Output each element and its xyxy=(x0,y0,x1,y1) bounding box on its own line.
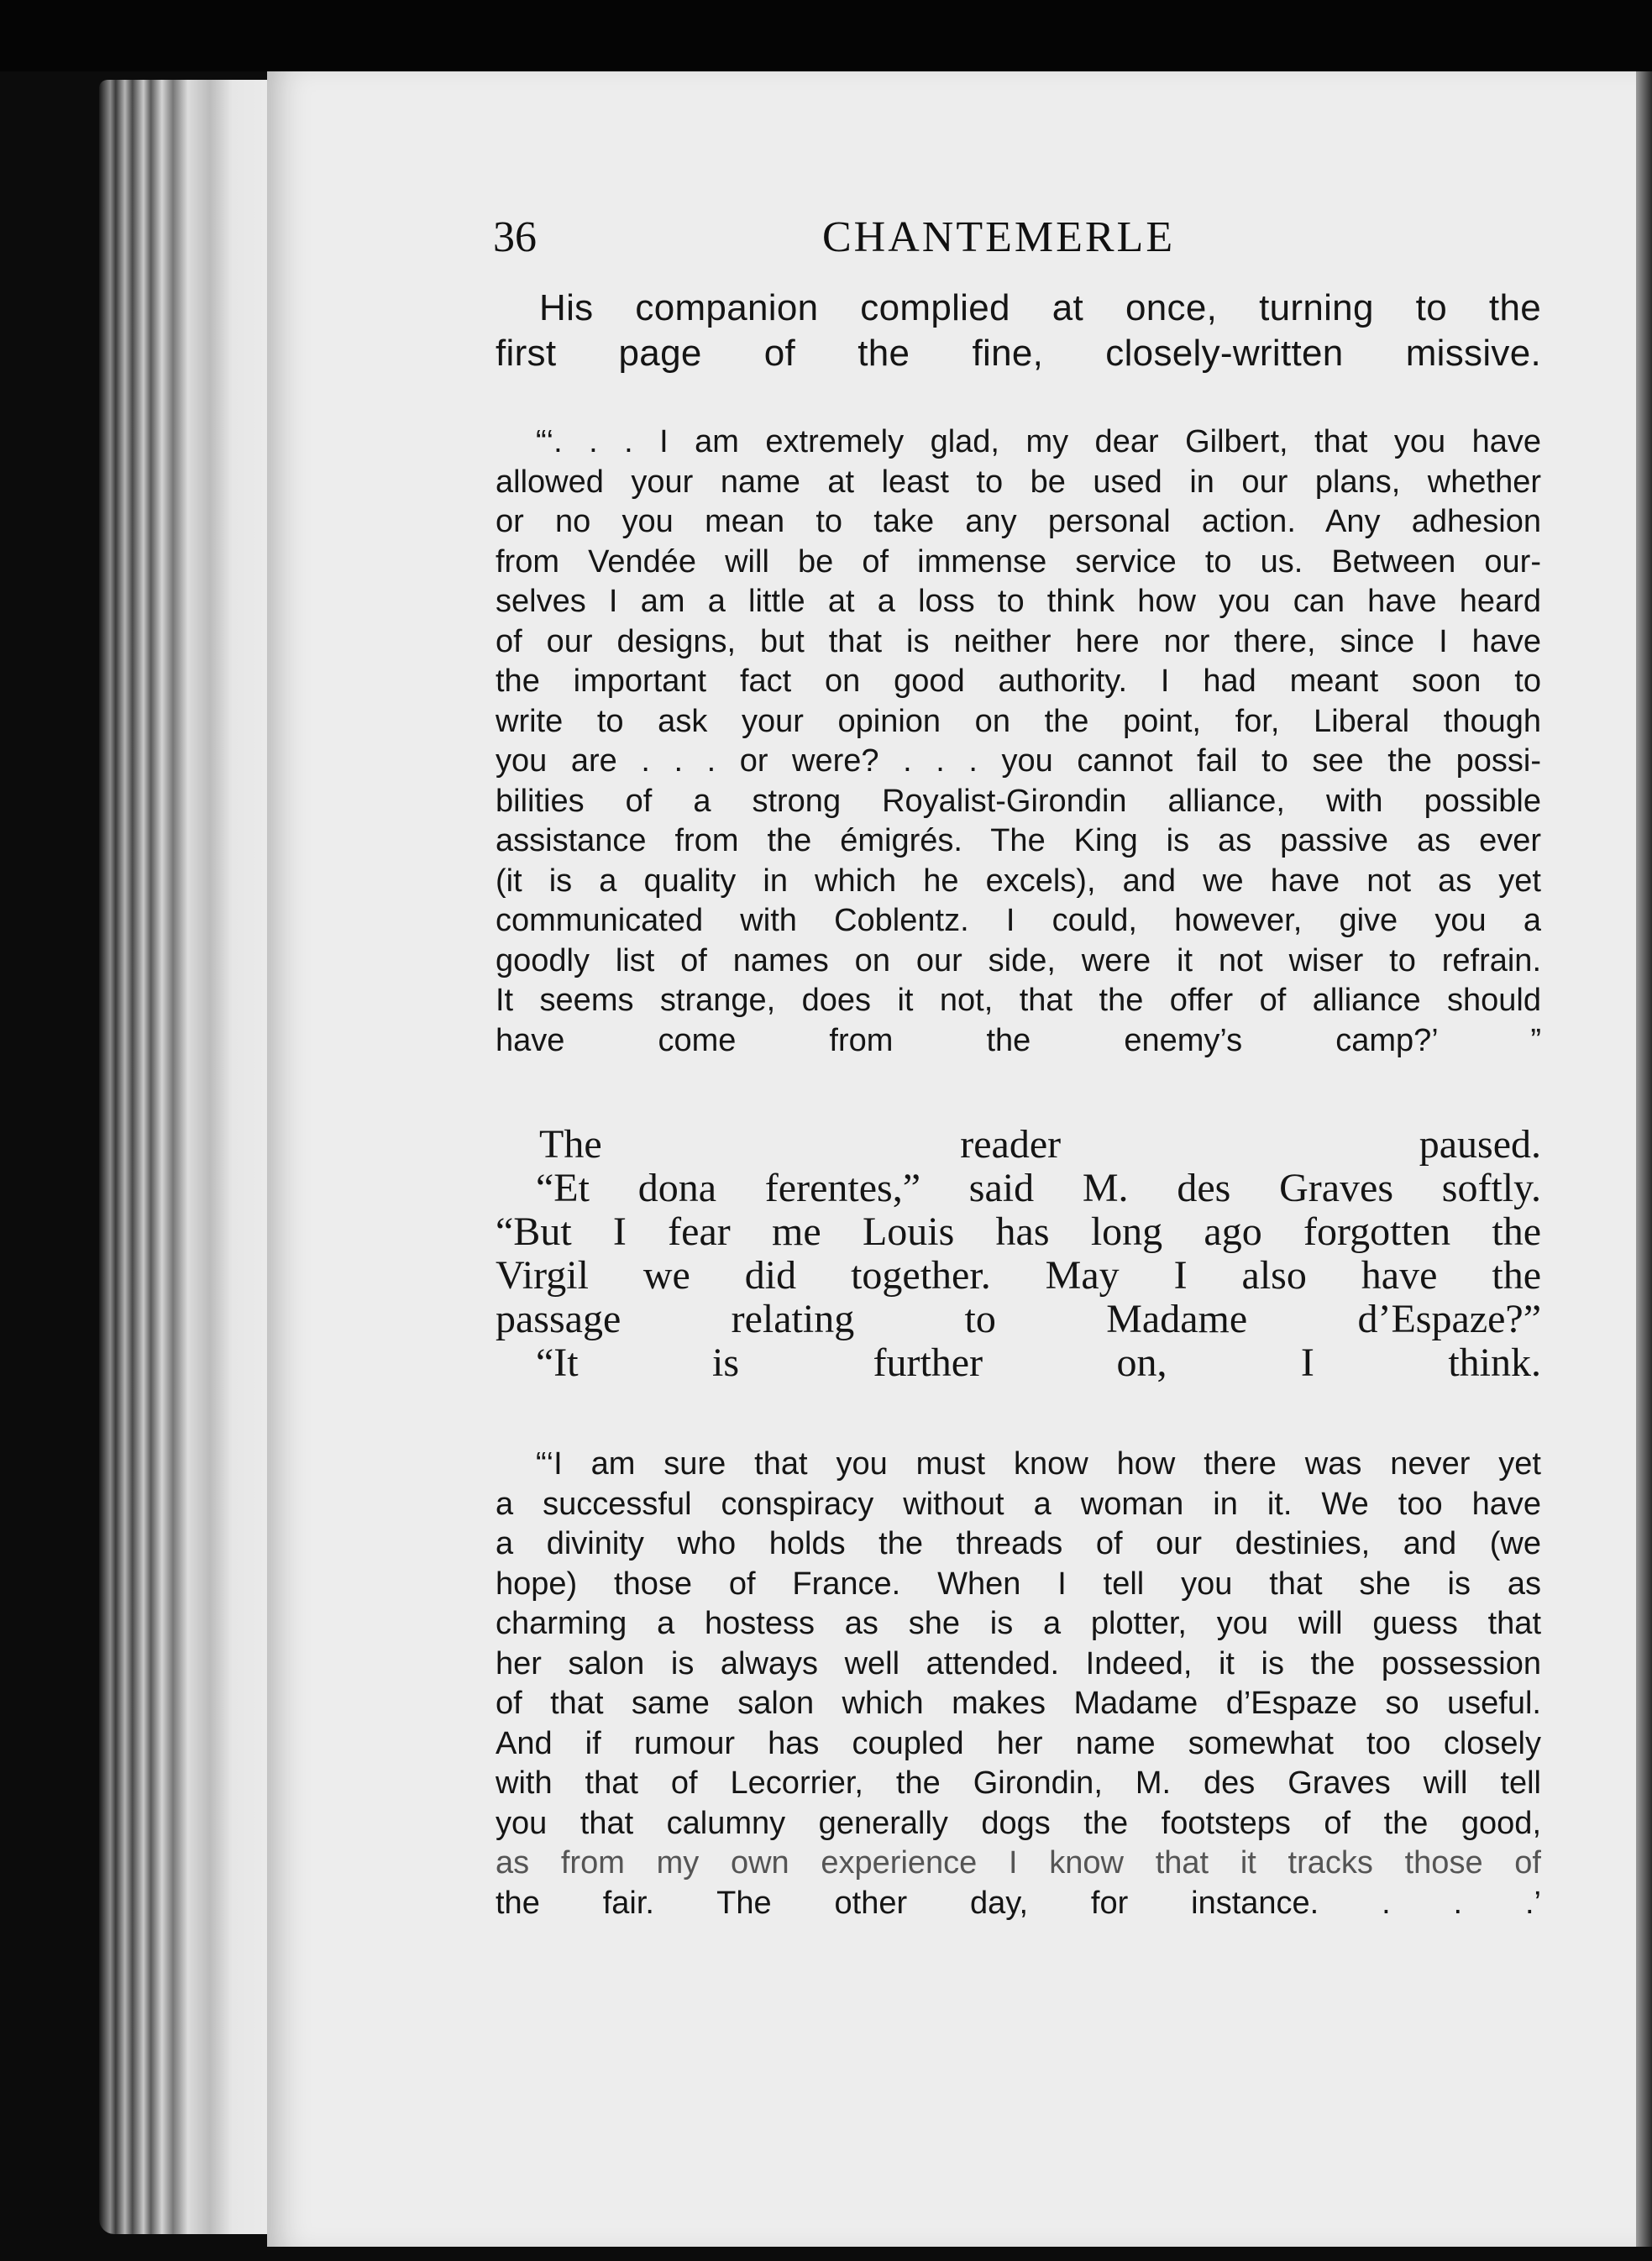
text-line: have come from the enemy’s camp?’ ” xyxy=(496,1022,1541,1058)
text-line: her salon is always well attended. Indeed, it is the possession xyxy=(496,1645,1541,1681)
text-line: (it is a quality in which he excels), and we have not as yet xyxy=(496,863,1541,899)
text-line: The reader paused. xyxy=(539,1122,1541,1167)
text-line: the important fact on good authority. I had meant soon to xyxy=(496,664,1541,699)
text-line: with that of Lecorrier, the Girondin, M. des Graves will tell xyxy=(496,1765,1541,1801)
dialogue-passage xyxy=(496,1123,1541,1385)
text-line: “It is further on, I think. xyxy=(536,1340,1541,1385)
text-line: write to ask your opinion on the point, for, Liberal though xyxy=(496,703,1541,739)
text-line: a successful conspiracy without a woman in it. We too have xyxy=(496,1486,1541,1522)
text-line: first page of the fine, closely-written missive. xyxy=(496,333,1541,374)
text-line: or no you mean to take any personal action. Any adhesion xyxy=(496,504,1541,539)
page-number: 36 xyxy=(493,213,537,261)
text-line: charming a hostess as she is a plotter, you will guess that xyxy=(496,1606,1541,1641)
text-line: you are . . . or were? . . . you cannot fail to see the possi- xyxy=(496,743,1541,779)
text-line: assistance from the émigrés. The King is as passive as ever xyxy=(496,823,1541,858)
text-line: “But I fear me Louis has long ago forgotten the xyxy=(496,1209,1541,1254)
letter-excerpt-2 xyxy=(496,1445,1541,1923)
text-line: It seems strange, does it not, that the offer of alliance should xyxy=(496,983,1541,1018)
text-line: a divinity who holds the threads of our destinies, and (we xyxy=(496,1526,1541,1561)
text-line: of that same salon which makes Madame d’Espaze so useful. xyxy=(496,1686,1541,1721)
text-line: you that calumny generally dogs the footsteps of the good, xyxy=(496,1805,1541,1841)
text-line: goodly list of names on our side, were it not wiser to refrain. xyxy=(496,942,1541,978)
text-line: from Vendée will be of immense service to us. Between our- xyxy=(496,543,1541,580)
text-line: of our designs, but that is neither here nor there, since I have xyxy=(496,623,1541,659)
text-line: Virgil we did together. May I also have the xyxy=(496,1253,1541,1298)
text-line: His companion complied at once, turning to the xyxy=(539,287,1541,328)
book-page-edges xyxy=(99,80,284,2234)
text-line: bilities of a strong Royalist-Girondin alliance, with possible xyxy=(496,783,1541,819)
text-line: the fair. The other day, for instance. . . .’ xyxy=(496,1885,1541,1921)
page-header xyxy=(493,208,1333,267)
text-line: “‘I am sure that you must know how there was never yet xyxy=(536,1446,1541,1482)
text-line: communicated with Coblentz. I could, however, give you a xyxy=(496,903,1541,938)
letter-excerpt-1 xyxy=(496,422,1541,1061)
text-line: hope) those of France. When I tell you that she is as xyxy=(496,1566,1541,1602)
text-line: “Et dona ferentes,” said M. des Graves softly. xyxy=(536,1166,1541,1210)
running-title: CHANTEMERLE xyxy=(822,213,1176,261)
text-line: selves I am a little at a loss to think how you can have heard xyxy=(496,584,1541,619)
text-line: And if rumour has coupled her name somewhat too closely xyxy=(496,1725,1541,1761)
text-line: “‘. . . I am extremely glad, my dear Gilbert, that you have xyxy=(536,424,1541,459)
text-line: as from my own experience I know that it tracks those of xyxy=(496,1845,1541,1881)
text-line: passage relating to Madame d’Espaze?” xyxy=(496,1297,1541,1341)
paragraph-intro xyxy=(496,286,1541,376)
text-line: allowed your name at least to be used in our plans, whether xyxy=(496,464,1541,500)
scan-border-top xyxy=(0,0,1652,71)
scan-border-right xyxy=(1636,71,1652,2247)
